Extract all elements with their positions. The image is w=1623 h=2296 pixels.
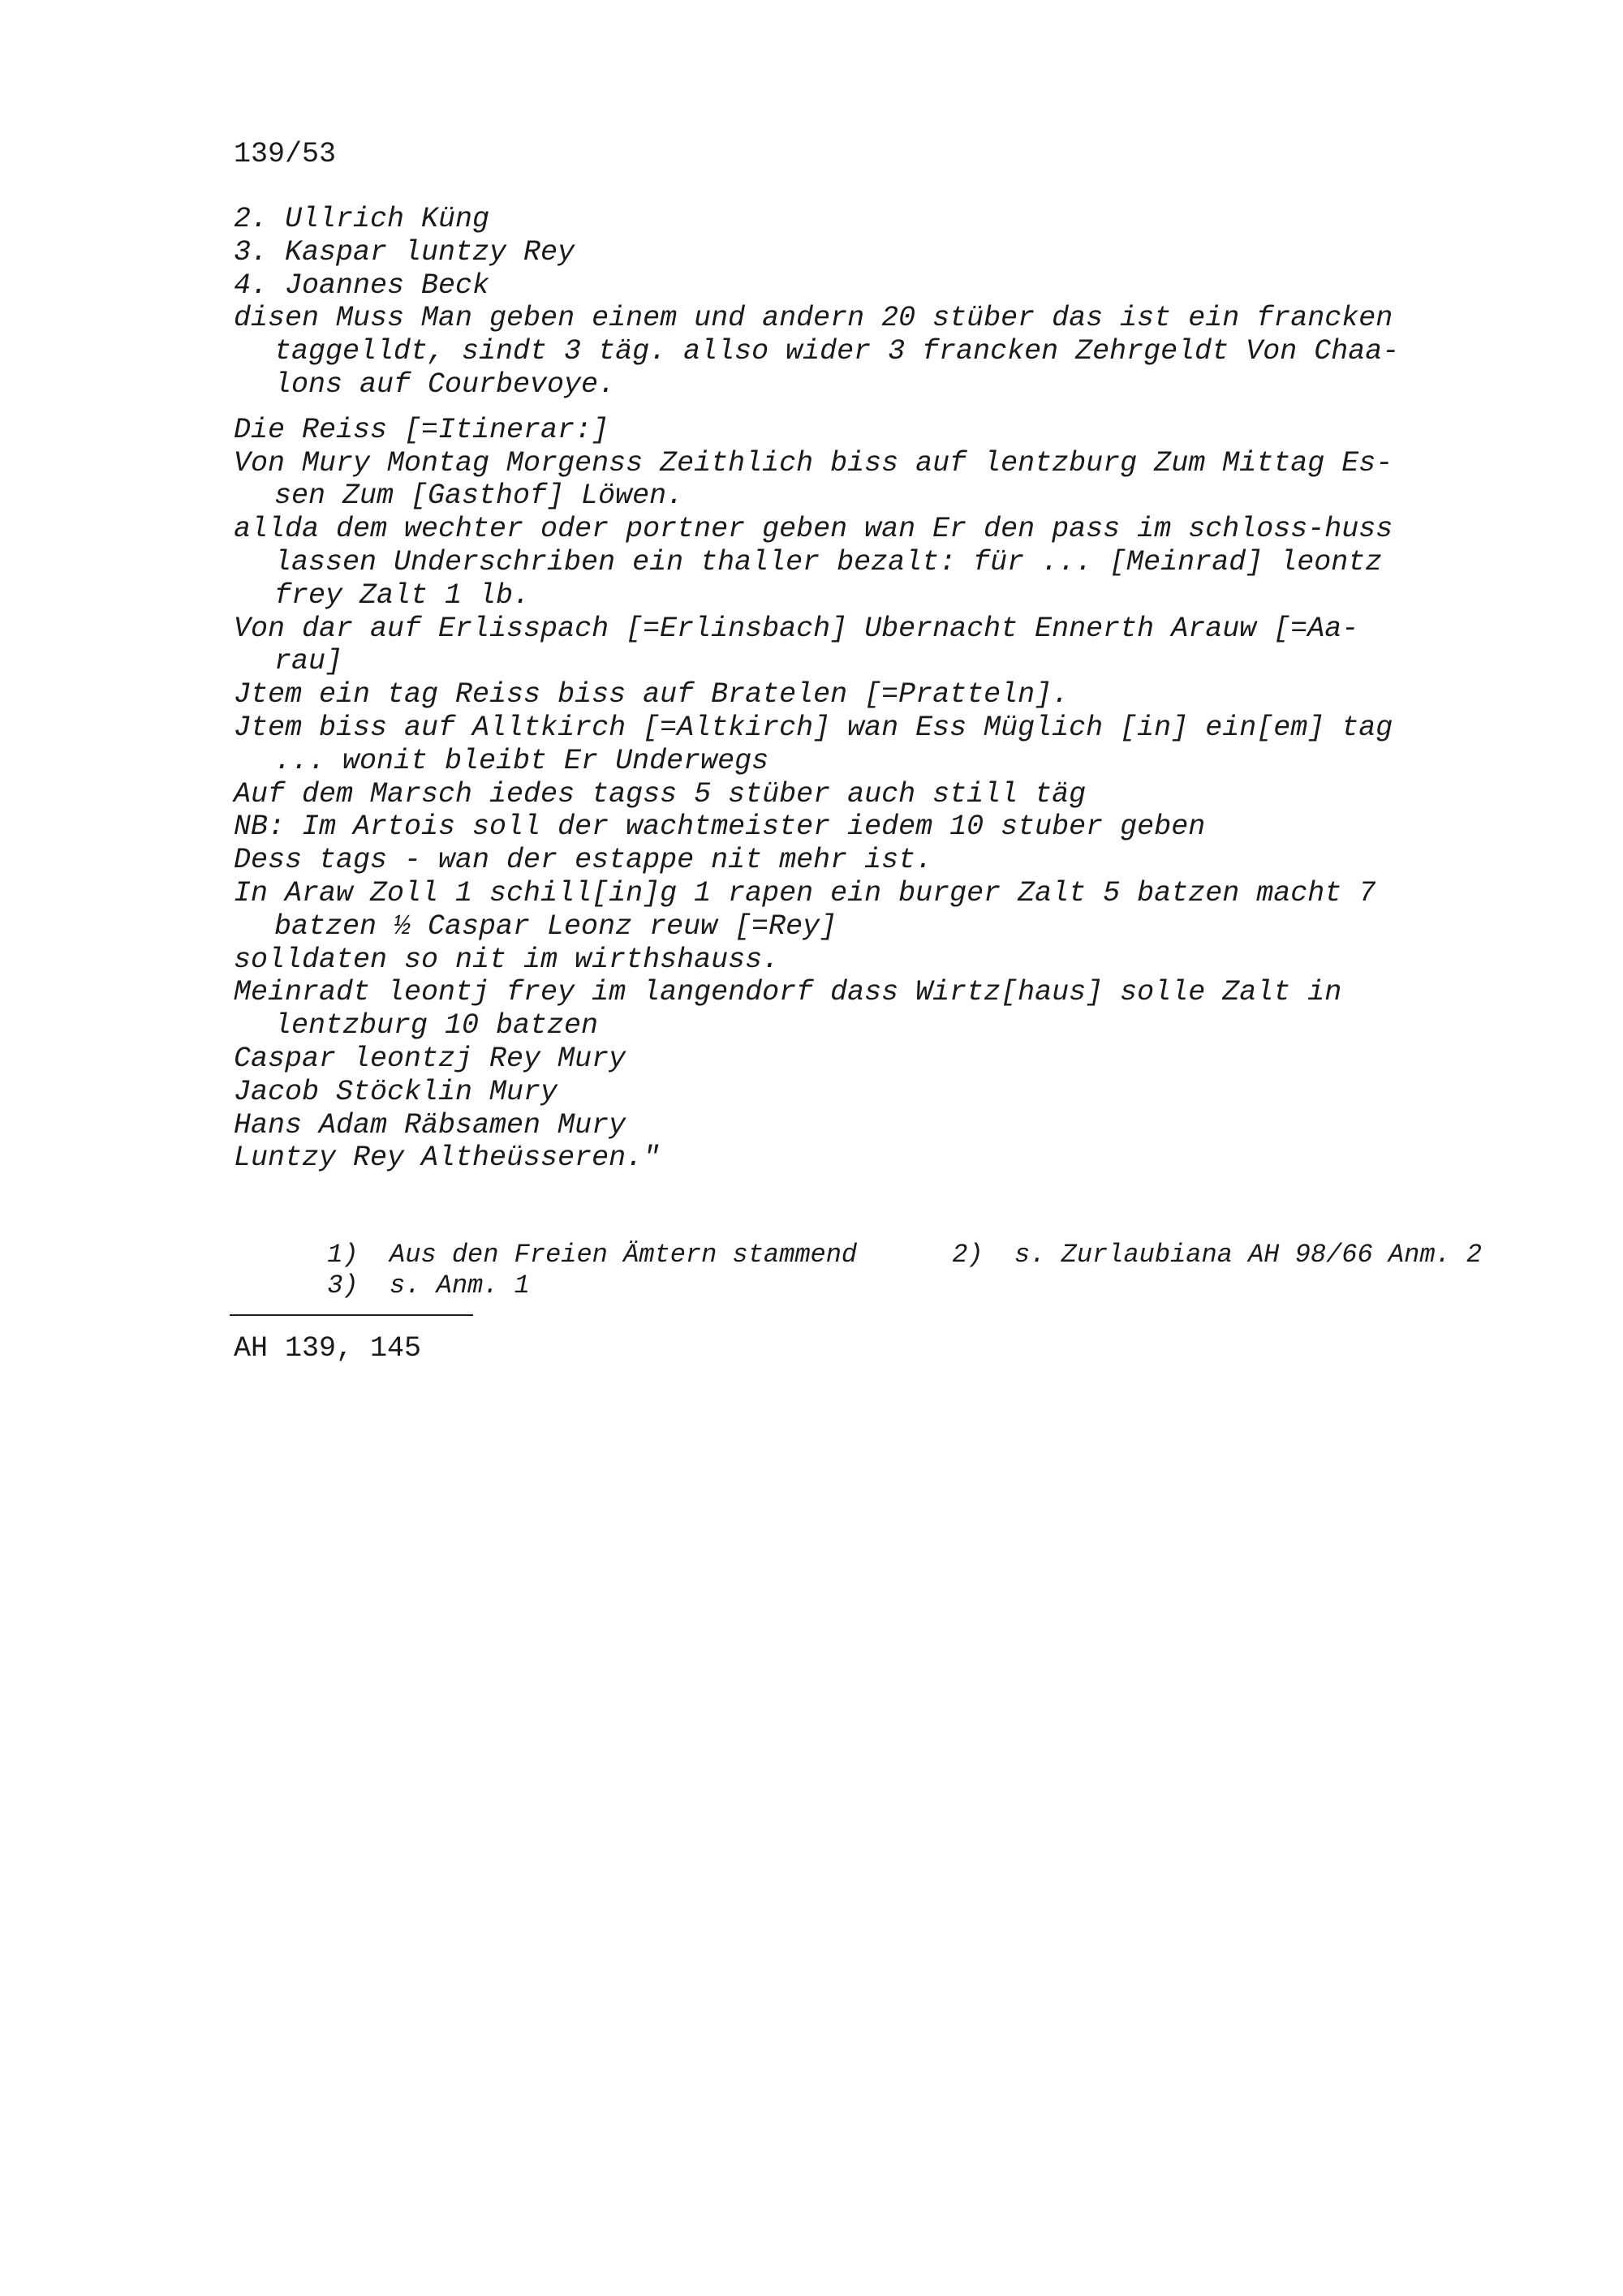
text-line: disen Muss Man geben einem und andern 20 stüber das ist ein francken xyxy=(234,302,1393,335)
text-line: allda dem wechter oder portner geben wan Er den pass im schloss-huss xyxy=(234,513,1393,546)
text-line: Hans Adam Räbsamen Mury xyxy=(234,1108,626,1142)
text-line: sen Zum [Gasthof] Löwen. xyxy=(274,479,684,513)
text-line: Jtem ein tag Reiss biss auf Bratelen [=Pratteln]. xyxy=(234,678,1070,712)
page-number: 139/53 xyxy=(234,138,337,170)
footnote-1: 1) Aus den Freien Ämtern stammend xyxy=(327,1240,858,1270)
footnote-2: 2) s. Zurlaubiana AH 98/66 Anm. 2 xyxy=(952,1240,1483,1270)
text-line: Auf dem Marsch iedes tagss 5 stüber auch still täg xyxy=(234,777,1087,810)
archive-reference: AH 139, 145 xyxy=(234,1332,422,1365)
text-line: Caspar leontzj Rey Mury xyxy=(234,1042,626,1075)
text-line: Die Reiss [=Itinerar:] xyxy=(234,413,609,446)
transcription-body xyxy=(234,203,1500,1175)
text-line: rau] xyxy=(274,645,343,678)
text-line: ... wonit bleibt Er Underwegs xyxy=(274,744,769,777)
text-line: lons auf Courbevoye. xyxy=(274,368,616,401)
text-line: Meinradt leontj frey im langendorf dass Wirtz[haus] solle Zalt in xyxy=(234,976,1342,1009)
text-line: 2. Ullrich Küng xyxy=(234,203,490,235)
text-line: taggelldt, sindt 3 täg. allso wider 3 francken Zehrgeldt Von Chaa- xyxy=(274,335,1400,368)
separator-rule xyxy=(230,1314,473,1316)
text-line: lentzburg 10 batzen xyxy=(274,1009,599,1043)
footnote-row xyxy=(234,1209,1483,1270)
text-line: 3. Kaspar luntzy Rey xyxy=(234,235,575,269)
text-line: Von dar auf Erlisspach [=Erlinsbach] Ubernacht Ennerth Arauw [=Aa- xyxy=(234,612,1359,645)
footnotes xyxy=(234,1209,1483,1301)
text-line: 4. Joannes Beck xyxy=(234,269,490,302)
text-line: lassen Underschriben ein thaller bezalt: für ... [Meinrad] leontz xyxy=(274,545,1383,578)
text-line: Luntzy Rey Altheüsseren." xyxy=(234,1142,661,1175)
text-line: solldaten so nit im wirthshauss. xyxy=(234,943,780,976)
footnote-3: 3) s. Anm. 1 xyxy=(327,1271,530,1301)
text-line: In Araw Zoll 1 schill[in]g 1 rapen ein burger Zalt 5 batzen macht 7 xyxy=(234,876,1376,909)
text-line: NB: Im Artois soll der wachtmeister iedem 10 stuber geben xyxy=(234,810,1206,844)
text-line: Jtem biss auf Alltkirch [=Altkirch] wan Ess Müglich [in] ein[em] tag xyxy=(234,711,1393,744)
text-line: batzen ½ Caspar Leonz reuw [=Rey] xyxy=(274,909,837,943)
text-line: frey Zalt 1 lb. xyxy=(274,578,531,612)
text-line: Dess tags - wan der estappe nit mehr ist. xyxy=(234,844,933,877)
text-line: Jacob Stöcklin Mury xyxy=(234,1075,558,1108)
text-line: Von Mury Montag Morgenss Zeithlich biss auf lentzburg Zum Mittag Es- xyxy=(234,446,1393,479)
